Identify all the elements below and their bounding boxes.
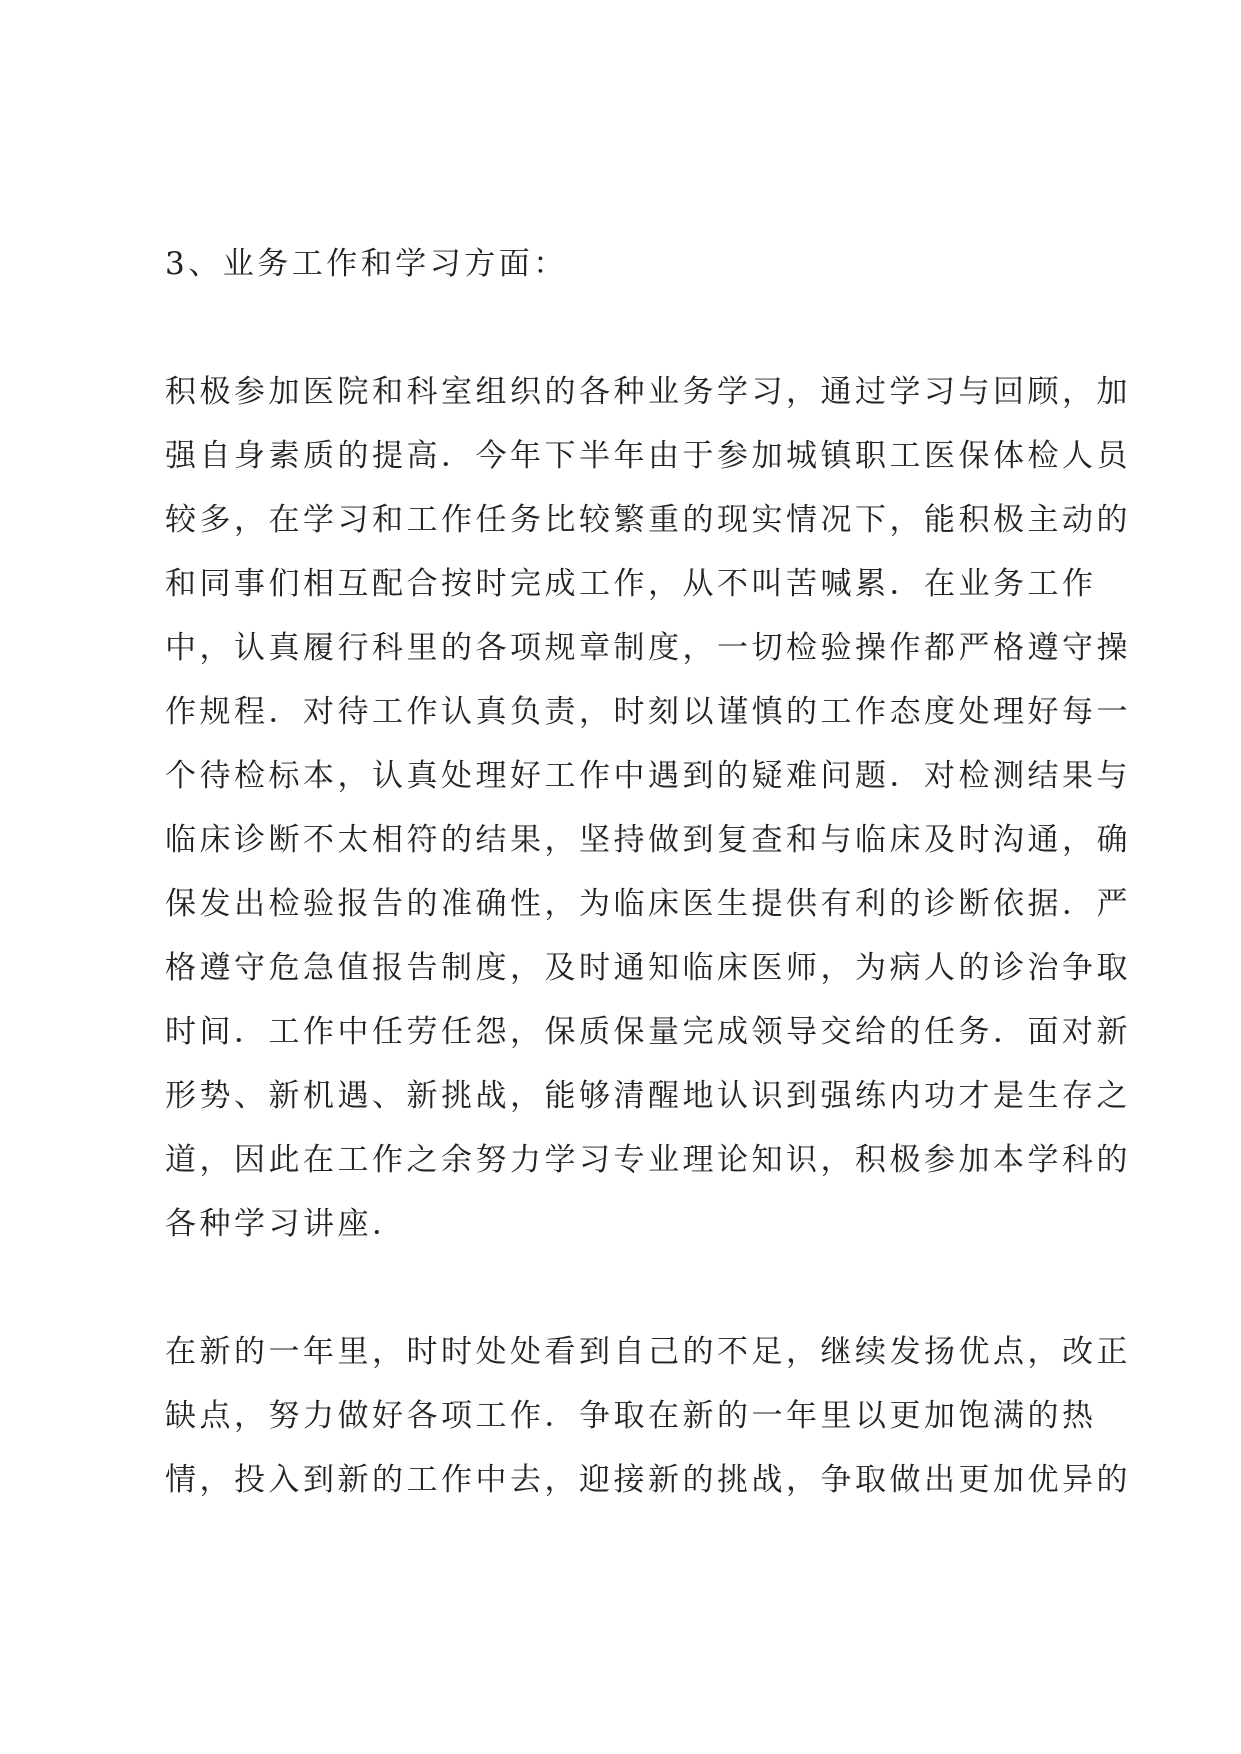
paragraph-line: 缺点，努力做好各项工作．争取在新的一年里以更加饱满的热 [165,1398,1097,1434]
paragraph-line: 临床诊断不太相符的结果，坚持做到复查和与临床及时沟通，确 [165,822,1131,858]
paragraph-line: 积极参加医院和科室组织的各种业务学习，通过学习与回顾，加 [165,374,1131,410]
paragraph-line: 形势、新机遇、新挑战，能够清醒地认识到强练内功才是生存之 [165,1078,1131,1114]
paragraph-work-and-study [165,360,1131,1256]
paragraph-line: 较多，在学习和工作任务比较繁重的现实情况下，能积极主动的 [165,502,1131,538]
section-heading: 3、业务工作和学习方面： [165,246,568,282]
document-body [165,232,1131,1512]
paragraph-line: 道，因此在工作之余努力学习专业理论知识，积极参加本学科的 [165,1142,1131,1178]
paragraph-line: 和同事们相互配合按时完成工作，从不叫苦喊累．在业务工作 [165,566,1097,602]
paragraph-line: 各种学习讲座． [165,1206,407,1242]
paragraph-line: 个待检标本，认真处理好工作中遇到的疑难问题．对检测结果与 [165,758,1131,794]
paragraph-line: 时间．工作中任劳任怨，保质保量完成领导交给的任务．面对新 [165,1014,1131,1050]
paragraph-line: 中，认真履行科里的各项规章制度，一切检验操作都严格遵守操 [165,630,1131,666]
paragraph-line: 情，投入到新的工作中去，迎接新的挑战，争取做出更加优异的 [165,1462,1131,1498]
paragraph-line: 强自身素质的提高．今年下半年由于参加城镇职工医保体检人员 [165,438,1131,474]
paragraph-line: 格遵守危急值报告制度，及时通知临床医师，为病人的诊治争取 [165,950,1131,986]
paragraph-line: 保发出检验报告的准确性，为临床医生提供有利的诊断依据．严 [165,886,1131,922]
paragraph-line: 在新的一年里，时时处处看到自己的不足，继续发扬优点，改正 [165,1334,1131,1370]
paragraph-line: 作规程．对待工作认真负责，时刻以谨慎的工作态度处理好每一 [165,694,1131,730]
paragraph-new-year [165,1320,1131,1512]
